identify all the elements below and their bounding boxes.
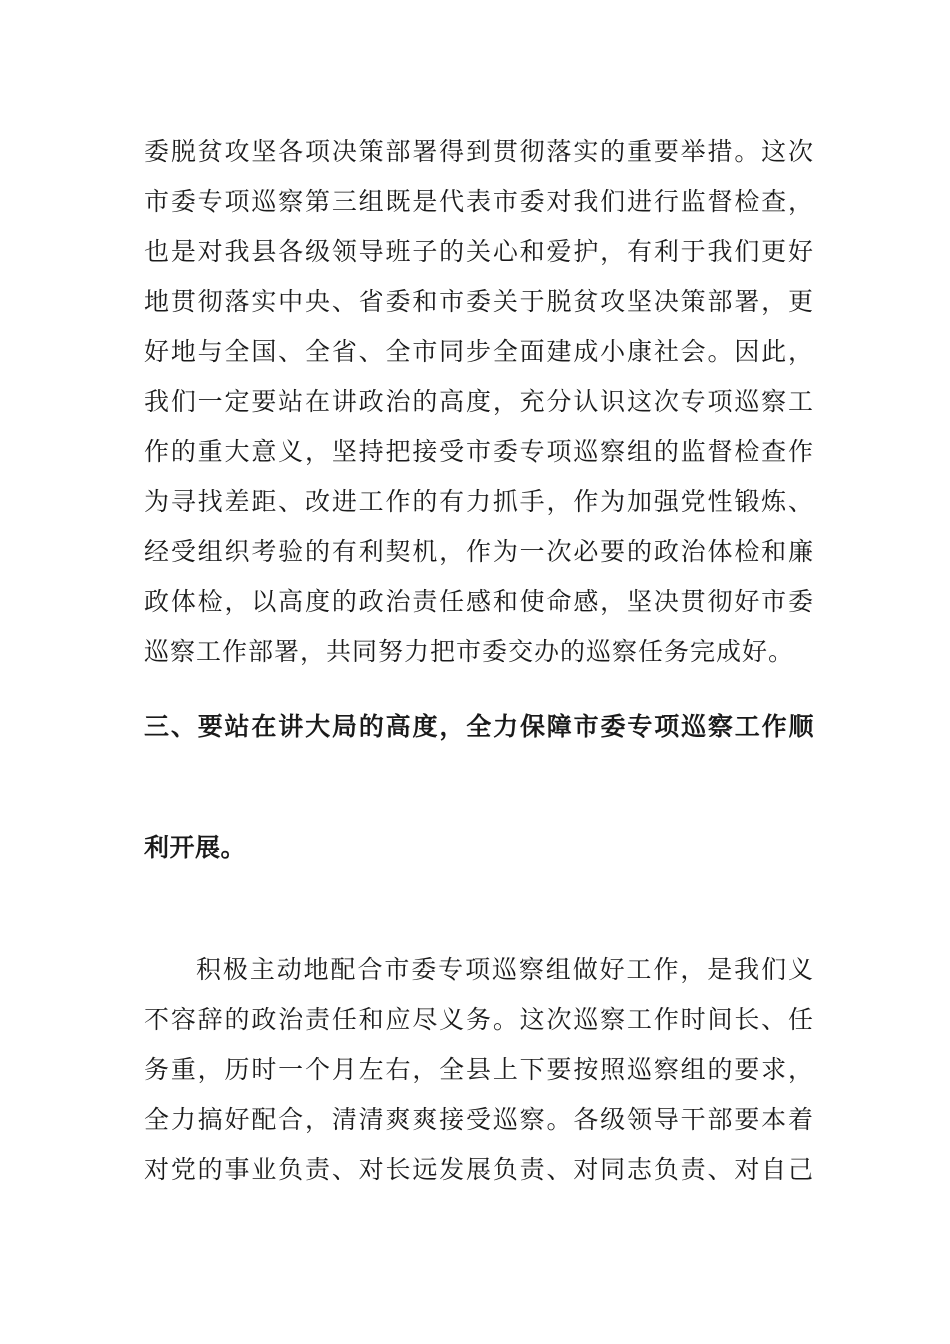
paragraph-2-line-4: 全力搞好配合，清清爽爽接受巡察。各级领导干部要本着 [144, 1105, 814, 1134]
paragraph-1-line-10: 政体检，以高度的政治责任感和使命感，坚决贯彻好市委 [144, 587, 814, 616]
paragraph-1-line-8: 为寻找差距、改进工作的有力抓手，作为加强党性锻炼、 [144, 487, 814, 516]
paragraph-1-line-11: 巡察工作部署，共同努力把市委交办的巡察任务完成好。 [144, 637, 795, 666]
paragraph-2-line-5: 对党的事业负责、对长远发展负责、对同志负责、对自己 [144, 1155, 814, 1184]
paragraph-1-line-7: 作的重大意义，坚持把接受市委专项巡察组的监督检查作 [144, 437, 814, 466]
paragraph-1-line-6: 我们一定要站在讲政治的高度，充分认识这次专项巡察工 [144, 387, 814, 416]
paragraph-2-line-1: 积极主动地配合市委专项巡察组做好工作，是我们义 [196, 955, 814, 984]
paragraph-1-line-4: 地贯彻落实中央、省委和市委关于脱贫攻坚决策部署，更 [144, 287, 814, 316]
paragraph-1-line-2: 市委专项巡察第三组既是代表市委对我们进行监督检查， [144, 187, 814, 216]
section-heading-line-2: 利开展。 [144, 833, 247, 862]
paragraph-1-line-1: 委脱贫攻坚各项决策部署得到贯彻落实的重要举措。这次 [144, 137, 814, 166]
paragraph-1-line-5: 好地与全国、全省、全市同步全面建成小康社会。因此， [144, 337, 814, 366]
paragraph-2-line-3: 务重，历时一个月左右，全县上下要按照巡察组的要求， [144, 1055, 814, 1084]
paragraph-2-line-2: 不容辞的政治责任和应尽义务。这次巡察工作时间长、任 [144, 1005, 814, 1034]
section-heading-line-1: 三、要站在讲大局的高度，全力保障市委专项巡察工作顺 [144, 712, 814, 741]
paragraph-1-line-3: 也是对我县各级领导班子的关心和爱护，有利于我们更好 [144, 237, 814, 266]
paragraph-1-line-9: 经受组织考验的有利契机，作为一次必要的政治体检和廉 [144, 537, 814, 566]
